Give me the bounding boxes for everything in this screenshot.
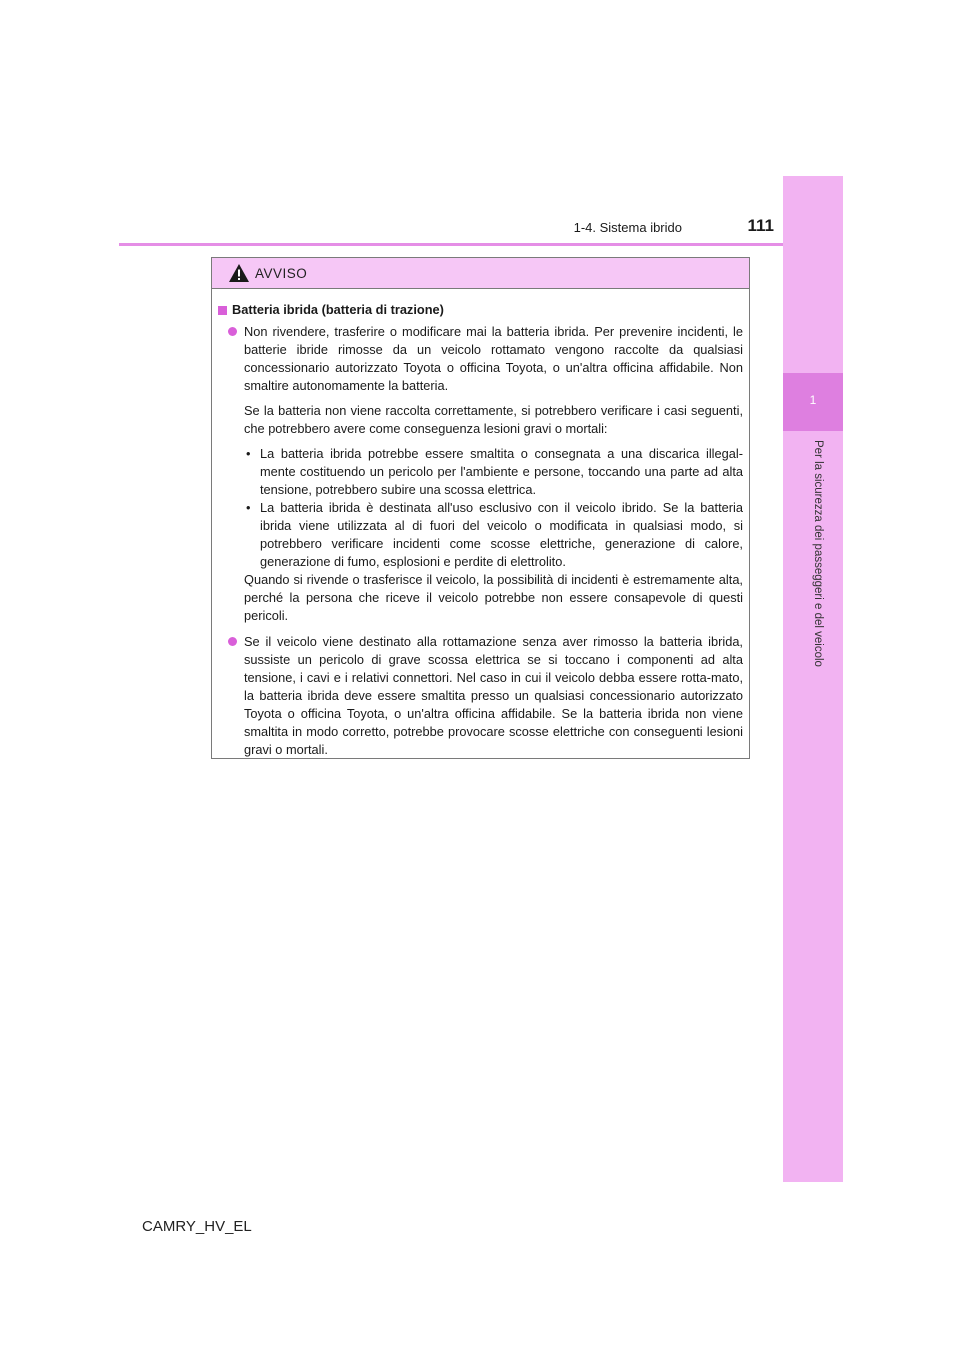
item-1-bullets <box>244 445 743 571</box>
item-2-text: Se il veicolo viene destinato alla rottamazione senza aver rimosso la batteria ibrida, sussiste un pericolo di grave scossa elettrica se si toccano i componenti ad alta tensione, i cavi e i relativi connettori. Nel caso in cui il veicolo debba essere rotta-mato, la batteria ibrida deve essere smaltita presso un qualsiasi concessionario autorizzato Toyota o officina Toyota, o un'altra officina affidabile. Se la batteria ibrida non viene smaltita in modo corretto, potrebbe provocare scosse elettriche con conseguenti lesioni gravi o mortali. <box>244 634 743 757</box>
section-title: 1-4. Sistema ibrido <box>573 220 682 235</box>
warning-triangle-icon <box>228 263 250 283</box>
item-1-para-2: Se la batteria non viene raccolta correttamente, si potrebbero verificare i casi seguenti, che potrebbero avere come conseguenza lesioni gravi o mortali: <box>244 403 743 436</box>
circle-bullet-icon <box>228 327 237 336</box>
square-bullet-icon <box>218 306 227 315</box>
bullet-text: La batteria ibrida è destinata all'uso esclusivo con il veicolo ibrido. Se la batteria ibrida viene utilizzata al di fuori del veicolo o modificata in qualsiasi modo, si potrebbero verificare incidenti come scosse elettriche, generazione di calore, generazione di fumo, esplosioni e perdite di elettrolito. <box>260 500 743 569</box>
warning-body <box>212 289 749 759</box>
footer-code: CAMRY_HV_EL <box>142 1218 252 1235</box>
item-1-para-3: Quando si rivende o trasferisce il veicolo, la possibilità di incidenti è estremamente alta, perché la persona che riceve il veicolo potrebbe non essere consapevole di questi pericoli. <box>244 572 743 623</box>
warning-header <box>212 258 749 289</box>
item-1-text: Non rivendere, trasferire o modificare mai la batteria ibrida. Per prevenire incidenti, le batterie ibride rimosse da un veicolo rottamato vengono raccolte da qualsiasi concessionario autorizzato Toyota o officina Toyota, o un'altra officina affidabile. Non smaltire autonomamente la batteria. <box>244 324 743 393</box>
dot-bullet-icon: • <box>246 500 251 515</box>
subheading-text: Batteria ibrida (batteria di trazione) <box>232 302 444 317</box>
warning-label: AVVISO <box>255 265 308 281</box>
dot-bullet-icon: • <box>246 446 251 461</box>
subheading <box>218 301 743 319</box>
warning-box <box>211 257 750 759</box>
chapter-number: 1 <box>809 393 817 407</box>
header-rule <box>119 243 842 246</box>
item-1-content <box>244 323 743 625</box>
circle-bullet-icon <box>228 637 237 646</box>
page-number: 111 <box>747 216 774 235</box>
list-item <box>244 445 743 499</box>
bullet-text: La batteria ibrida potrebbe essere smaltita o consegnata a una discarica illegal-mente costituendo un pericolo per l'ambiente e persone, toccando una parte ad alta tensione, potrebbero subire una scossa elettrica. <box>260 446 743 497</box>
item-2-content <box>244 633 743 759</box>
warning-item-1 <box>218 323 743 625</box>
list-item <box>244 499 743 571</box>
chapter-title: Per la sicurezza dei passeggeri e del veicolo <box>812 440 824 667</box>
warning-item-2 <box>218 633 743 759</box>
